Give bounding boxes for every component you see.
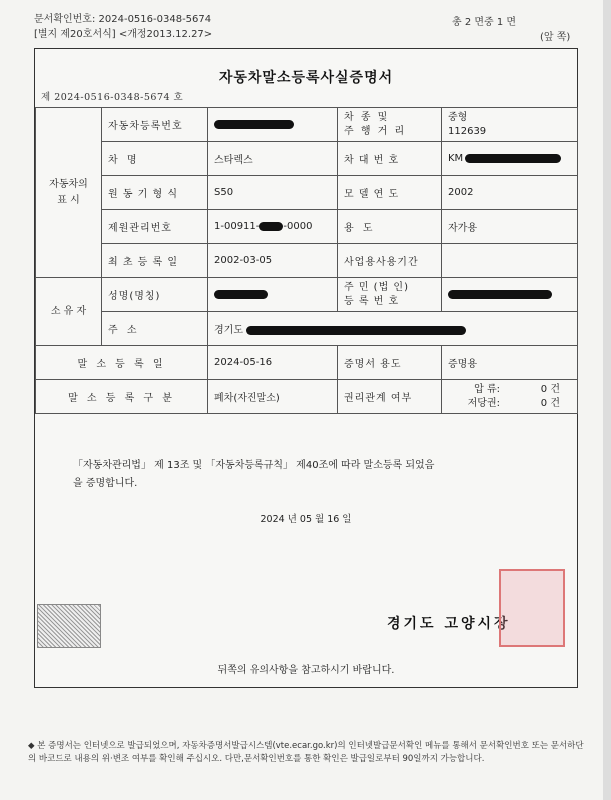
vehicle-name-value: 스타렉스 bbox=[208, 142, 338, 176]
form-number: [별지 제20호서식] <개정2013.12.27> bbox=[34, 29, 213, 40]
reg-no-value bbox=[208, 108, 338, 142]
owner-name-value bbox=[208, 278, 338, 312]
rights-label: 권리관계 여부 bbox=[338, 380, 442, 414]
purpose-value: 증명용 bbox=[442, 346, 578, 380]
address-value: 경기도 bbox=[208, 312, 578, 346]
issuer-name: 경기도 고양시장 bbox=[387, 616, 511, 632]
reg-no-label: 자동차등록번호 bbox=[102, 108, 208, 142]
issue-date: 2024 년 05 월 16 일 bbox=[260, 514, 352, 525]
redaction-mark bbox=[448, 290, 552, 299]
vehicle-name-label: 차 명 bbox=[102, 142, 208, 176]
spec-no-value: 1-00911- -0000 bbox=[208, 210, 338, 244]
redaction-mark bbox=[246, 326, 466, 335]
page-side: (앞 쪽) bbox=[540, 32, 571, 43]
cancel-type-value: 폐차(자진말소) bbox=[208, 380, 338, 414]
official-seal-icon bbox=[499, 569, 565, 647]
owner-name-label: 성명(명칭) bbox=[102, 278, 208, 312]
model-year-value: 2002 bbox=[442, 176, 578, 210]
address-label: 주 소 bbox=[102, 312, 208, 346]
cancel-date-value: 2024-05-16 bbox=[208, 346, 338, 380]
first-reg-label: 최 초 등 록 일 bbox=[102, 244, 208, 278]
cancel-date-label: 말 소 등 록 일 bbox=[36, 346, 208, 380]
first-reg-value: 2002-03-05 bbox=[208, 244, 338, 278]
spec-no-label: 제원관리번호 bbox=[102, 210, 208, 244]
page-info: 총 2 면중 1 면 bbox=[452, 17, 517, 28]
type-mileage-value: 중형 112639 bbox=[442, 108, 578, 142]
redaction-mark bbox=[259, 222, 283, 231]
engine-value: S50 bbox=[208, 176, 338, 210]
type-mileage-label: 차 종 및 주 행 거 리 bbox=[338, 108, 442, 142]
redaction-mark bbox=[214, 120, 294, 129]
vin-value: KM bbox=[442, 142, 578, 176]
owner-group-label: 소 유 자 bbox=[36, 278, 102, 346]
back-page-note: 뒤쪽의 유의사항을 참고하시기 바랍니다. bbox=[217, 665, 395, 676]
engine-label: 원 동 기 형 식 bbox=[102, 176, 208, 210]
certificate-title: 자동차말소등록사실증명서 bbox=[218, 70, 394, 86]
vin-label: 차 대 번 호 bbox=[338, 142, 442, 176]
viewer-edge bbox=[603, 0, 611, 800]
certificate-number: 제 2024-0516-0348-5674 호 bbox=[41, 92, 184, 103]
owner-id-label: 주 민 (법 인) 등 록 번 호 bbox=[338, 278, 442, 312]
statement-text: 「자동차관리법」 제 13조 및 「자동차등록규칙」 제40조에 따라 말소등록 되었음 을 증명합니다. bbox=[73, 460, 435, 489]
cancel-type-label: 말 소 등 록 구 분 bbox=[36, 380, 208, 414]
business-period-label: 사업용사용기간 bbox=[338, 244, 442, 278]
certificate-frame bbox=[34, 48, 578, 688]
business-period-value bbox=[442, 244, 578, 278]
certificate-table bbox=[35, 107, 578, 414]
purpose-label: 증명서 용도 bbox=[338, 346, 442, 380]
doc-check-number: 문서확인번호: 2024-0516-0348-5674 bbox=[34, 14, 212, 25]
footer-notice: ◆ 본 증명서는 인터넷으로 발급되었으며, 자동차증명서발급시스템(vte.ecar.go.kr)의 인터넷발급문서확인 메뉴를 통해서 문서확인번호 또는 문서하단의 바코드로 내용의 위·변조 여부를 확인해 주십시오. 다만,문서확인번호를 통한 확인은 발급일로부터 90일까지 가능합니다. bbox=[28, 741, 584, 764]
owner-id-value bbox=[442, 278, 578, 312]
barcode-image bbox=[37, 604, 101, 648]
rights-value: 압 류: 0 건 저당권: 0 건 bbox=[442, 380, 578, 414]
redaction-mark bbox=[465, 154, 561, 163]
model-year-label: 모 델 연 도 bbox=[338, 176, 442, 210]
vehicle-group-label: 자동차의 표 시 bbox=[36, 108, 102, 278]
use-value: 자가용 bbox=[442, 210, 578, 244]
redaction-mark bbox=[214, 290, 268, 299]
use-label: 용 도 bbox=[338, 210, 442, 244]
